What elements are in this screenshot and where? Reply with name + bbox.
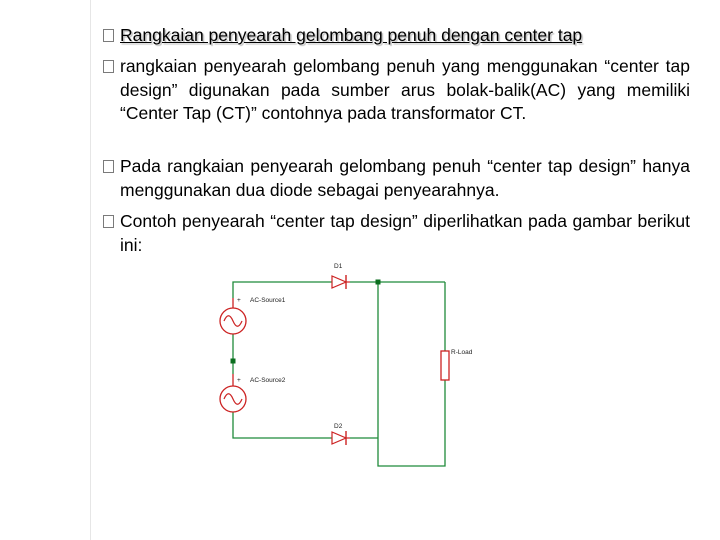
- source2-plus-label: +: [237, 377, 241, 384]
- bullet-box-icon: [103, 215, 114, 228]
- source1-label: AC-Source1: [250, 297, 286, 304]
- junction-node-center-tap: [231, 359, 236, 364]
- diode-d1: [332, 263, 350, 289]
- bullet-item-definition: [103, 55, 690, 126]
- source1-plus-label: +: [237, 297, 241, 304]
- bullet-item-example: [103, 210, 690, 257]
- center-tap-rectifier-circuit: [208, 258, 473, 473]
- d1-label: D1: [334, 263, 343, 270]
- junction-node-top: [376, 280, 381, 285]
- bullet-text: Contoh penyearah “center tap design” diperlihatkan pada gambar berikut ini:: [120, 211, 690, 255]
- bullet-item-title: [103, 24, 690, 48]
- ac-source-1: [220, 297, 286, 334]
- bullet-box-icon: [103, 29, 114, 42]
- load-resistor: [441, 349, 473, 380]
- bullet-text: rangkaian penyearah gelombang penuh yang menggunakan “center tap design” digunakan pada sumber arus bolak-balik(AC) yang memiliki “Center Tap (CT)” contohnya pada transformator CT.: [120, 56, 690, 123]
- bullet-item-two-diodes: [103, 155, 690, 202]
- source2-label: AC-Source2: [250, 377, 286, 384]
- load-label: R-Load: [451, 349, 473, 356]
- d2-label: D2: [334, 423, 343, 430]
- ac-source-2: [220, 374, 286, 412]
- bullet-box-icon: [103, 160, 114, 173]
- diode-d2: [332, 423, 350, 445]
- bullet-box-icon: [103, 60, 114, 73]
- slide-title: Rangkaian penyearah gelombang penuh dengan center tap: [120, 25, 583, 45]
- decorative-vertical-line: [90, 0, 91, 540]
- bullet-text: Pada rangkaian penyearah gelombang penuh “center tap design” hanya menggunakan dua diode sebagai penyearahnya.: [120, 156, 690, 200]
